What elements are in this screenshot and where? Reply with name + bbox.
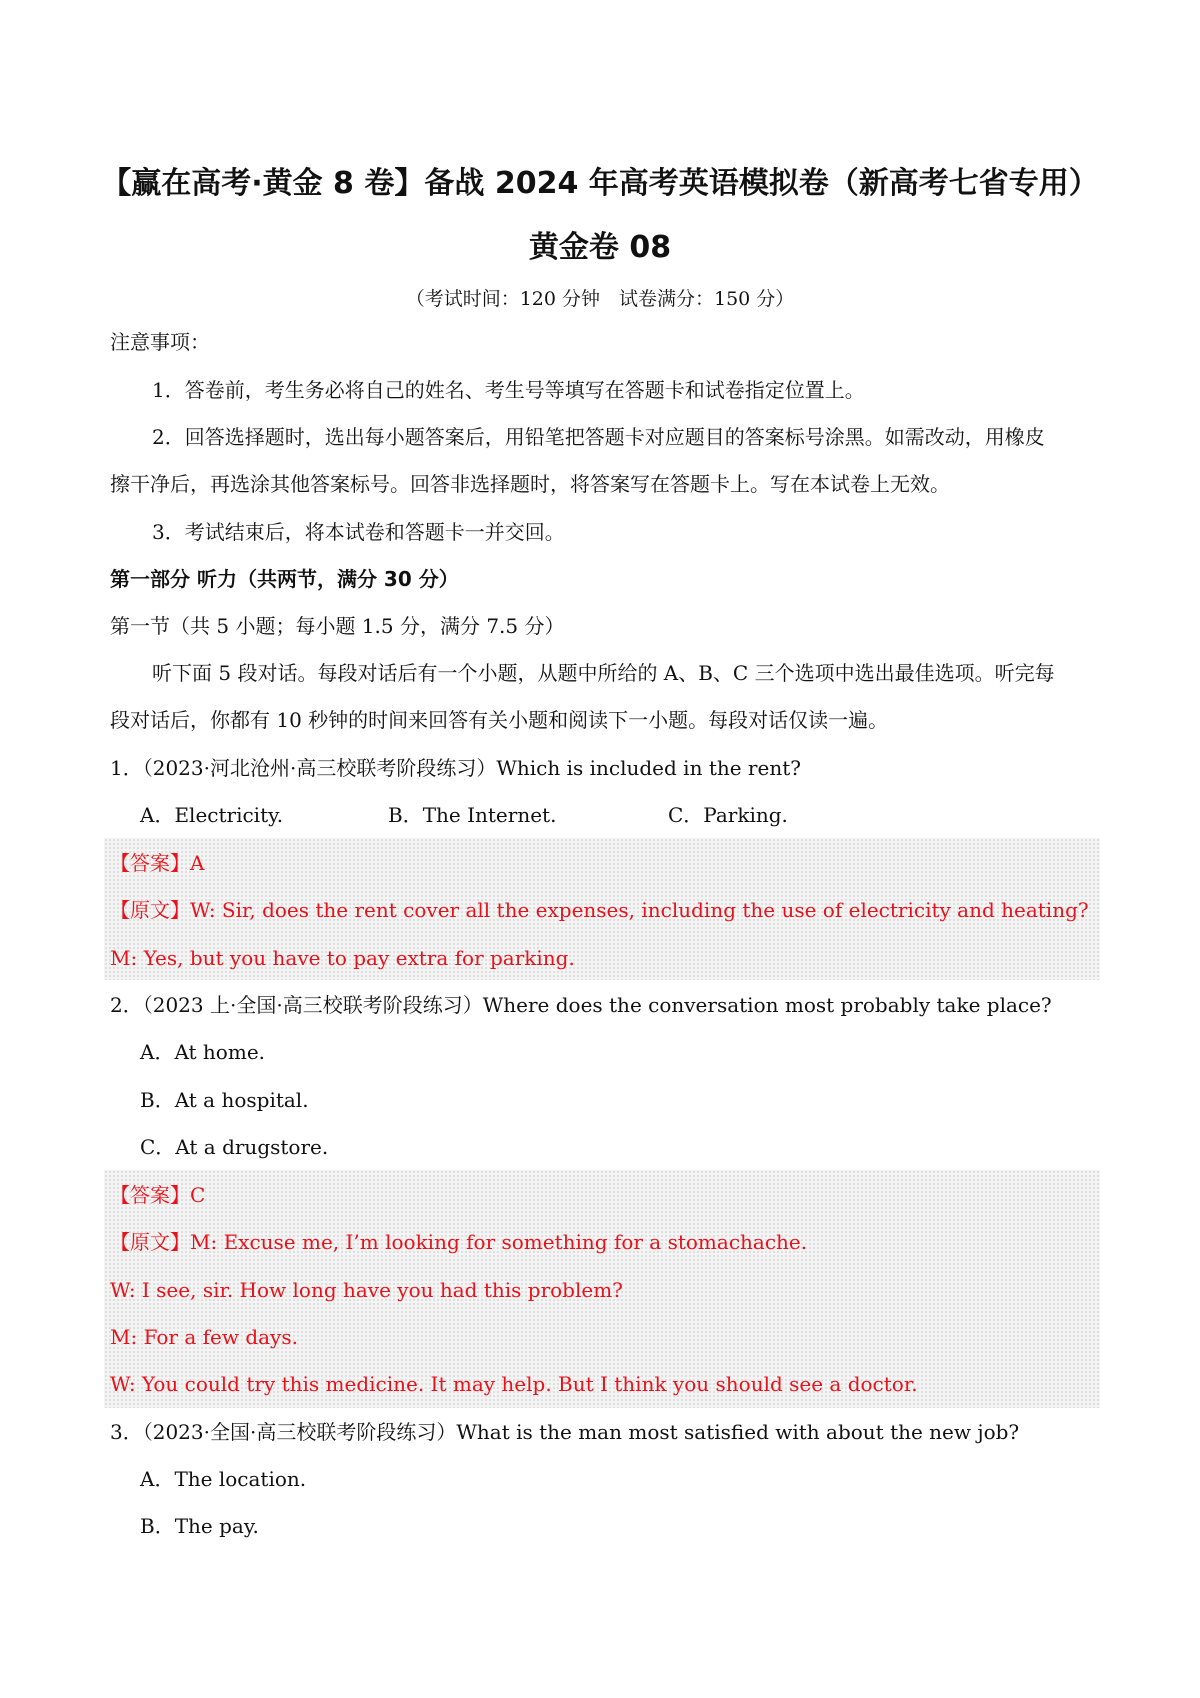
part-1-heading: 第一部分 听力（共两节，满分 30 分） (110, 567, 459, 591)
notes-heading: 注意事项： (110, 330, 210, 354)
question-1-answer: 【答案】A (110, 851, 205, 875)
question-1-option-c: C．Parking. (668, 803, 788, 827)
notes-item-2-line-1: 2．回答选择题时，选出每小题答案后，用铅笔把答题卡对应题目的答案标号涂黑。如需改动，用橡皮 (152, 425, 1045, 449)
notes-item-2-line-2: 擦干净后，再选涂其他答案标号。回答非选择题时，将答案写在答题卡上。写在本试卷上无效。 (110, 472, 950, 496)
question-1-stem: 1．（2023·河北沧州·高三校联考阶段练习）Which is included in the rent? (110, 756, 801, 780)
exam-title: 【赢在高考·黄金 8 卷】备战 2024 年高考英语模拟卷（新高考七省专用） (101, 166, 1099, 201)
question-3-option-b: B．The pay. (140, 1514, 259, 1538)
question-2-answer: 【答案】C (110, 1183, 206, 1207)
question-2-option-a: A．At home. (140, 1040, 266, 1064)
question-1-option-a: A．Electricity. (140, 803, 284, 827)
question-1-script-line-1: 【原文】W: Sir, does the rent cover all the expenses, including the use of electricity and heating? (110, 898, 1089, 922)
question-2-option-c: C．At a drugstore. (140, 1135, 329, 1159)
notes-item-3: 3．考试结束后，将本试卷和答题卡一并交回。 (152, 520, 565, 544)
exam-paper-number: 黄金卷 08 (528, 230, 672, 265)
question-2-script-line-2: W: I see, sir. How long have you had this problem? (110, 1278, 623, 1302)
question-2-stem: 2．（2023 上·全国·高三校联考阶段练习）Where does the conversation most probably take place? (110, 993, 1052, 1017)
exam-time-info: （考试时间：120 分钟 试卷满分：150 分） (405, 288, 795, 310)
question-1-script-line-2: M: Yes, but you have to pay extra for parking. (110, 946, 575, 970)
question-2-script-line-4: W: You could try this medicine. It may help. But I think you should see a doctor. (110, 1372, 918, 1396)
question-2-script-line-1: 【原文】M: Excuse me, I’m looking for something for a stomachache. (110, 1230, 808, 1254)
notes-item-1: 1．答卷前，考生务必将自己的姓名、考生号等填写在答题卡和试卷指定位置上。 (152, 378, 865, 402)
question-2-option-b: B．At a hospital. (140, 1088, 309, 1112)
section-1-heading: 第一节（共 5 小题；每小题 1.5 分，满分 7.5 分） (110, 614, 565, 638)
section-instruction-line-2: 段对话后，你都有 10 秒钟的时间来回答有关小题和阅读下一小题。每段对话仅读一遍。 (110, 708, 889, 732)
question-3-stem: 3．（2023·全国·高三校联考阶段练习）What is the man most satisfied with about the new job? (110, 1420, 1020, 1444)
section-instruction-line-1: 听下面 5 段对话。每段对话后有一个小题，从题中所给的 A、B、C 三个选项中选出最佳选项。听完每 (152, 661, 1055, 685)
question-3-option-a: A．The location. (140, 1467, 307, 1491)
question-2-script-line-3: M: For a few days. (110, 1325, 298, 1349)
question-1-option-b: B．The Internet. (388, 803, 557, 827)
